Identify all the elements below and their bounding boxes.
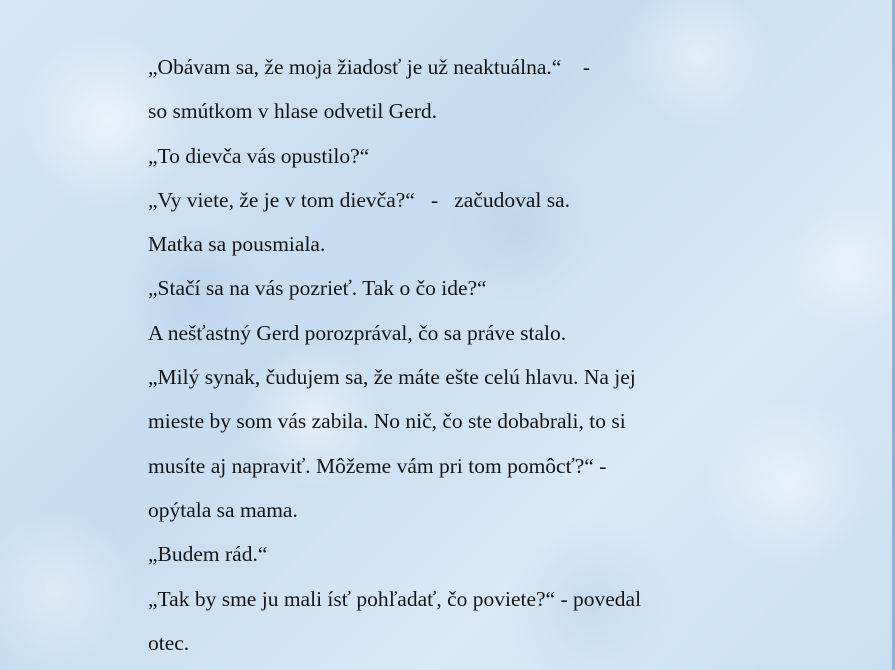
text-line: „Budem rád.“ [148,542,268,567]
text-line: musíte aj napraviť. Môžeme vám pri tom pomôcť?“ - [148,453,607,478]
text-line: „To dievča vás opustilo?“ [148,143,370,168]
text-line: A nešťastný Gerd porozprával, čo sa práve stalo. [148,320,567,345]
text-line: opýtala sa mama. [148,497,298,522]
text-line: mieste by som vás zabila. No nič, čo ste dobabrali, to si [148,409,626,434]
story-text [148,45,868,665]
text-line: „Vy viete, že je v tom dievča?“ - začudoval sa. [148,187,571,212]
text-line: „Obávam sa, že moja žiadosť je už neaktuálna.“ - [148,55,590,79]
text-line: otec. [148,630,190,655]
text-line: „Stačí sa na vás pozrieť. Tak o čo ide?“ [148,276,487,301]
text-line: so smútkom v hlase odvetil Gerd. [148,99,438,124]
text-line: „Tak by sme ju mali ísť pohľadať, čo poviete?“ - povedal [148,586,642,611]
text-line: Matka sa pousmiala. [148,232,326,257]
text-line: „Milý synak, čudujem sa, že máte ešte celú hlavu. Na jej [148,365,636,390]
